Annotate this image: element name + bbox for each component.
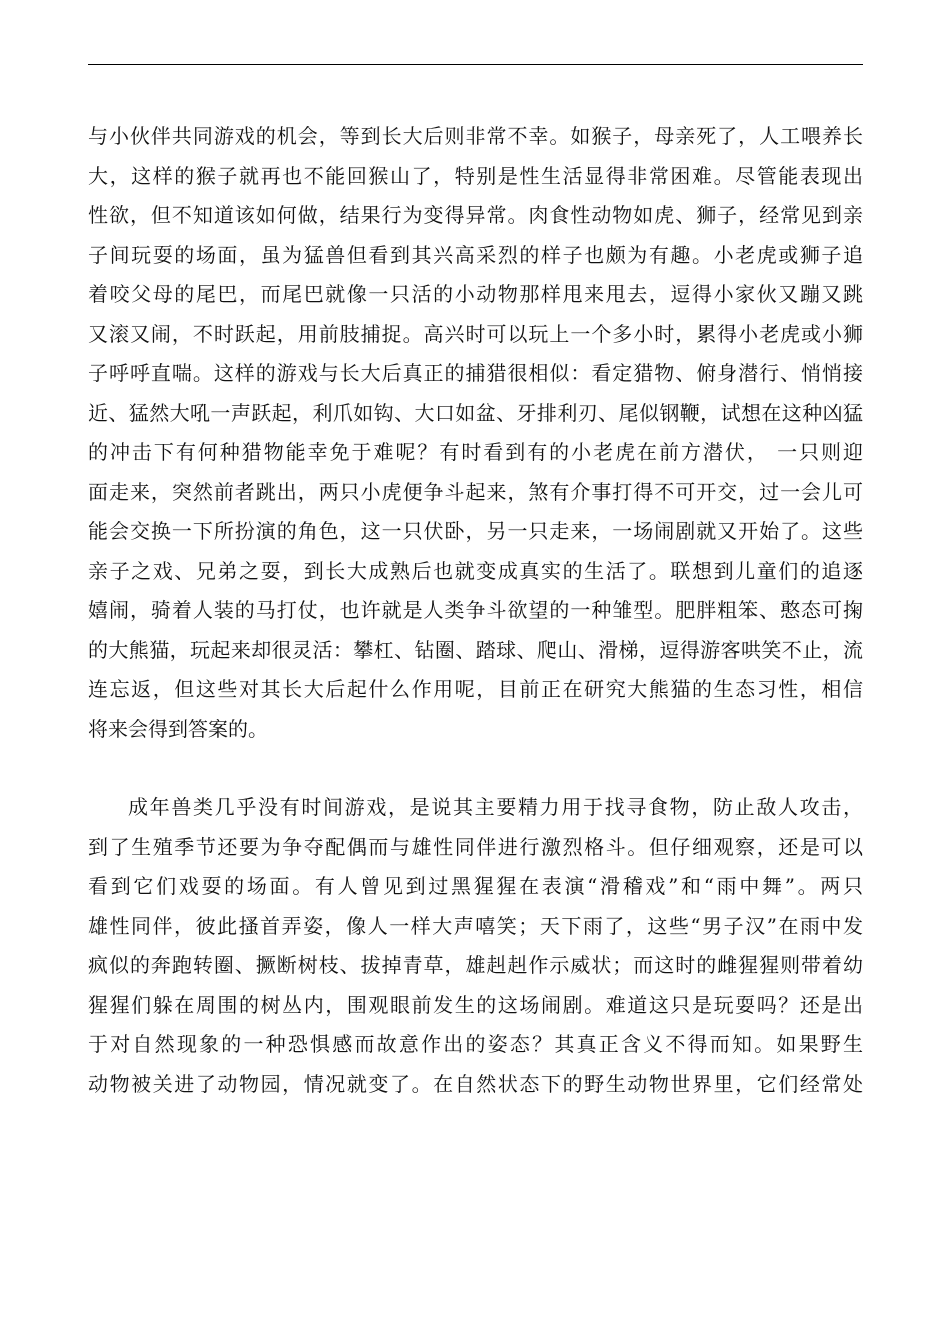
- paragraph-2: [88, 788, 863, 1104]
- text-line: 的冲击下有何种猎物能幸免于难呢？有时看到有的小老虎在前方潜伏， 一只则迎: [88, 440, 863, 464]
- text-line: 亲子之戏、兄弟之耍，到长大成熟后也就变成真实的生活了。联想到儿童们的追逐: [88, 558, 863, 583]
- text-line: 雄性同伴，彼此搔首弄姿，像人一样大声嘻笑；天下雨了，这些“男子汉”在雨中发: [88, 913, 863, 938]
- text-line: 到了生殖季节还要为争夺配偶而与雄性同伴进行激烈格斗。但仔细观察，还是可以: [88, 834, 863, 859]
- text-line: 近、猛然大吼一声跃起，利爪如钩、大口如盆、牙排利刃、尾似钢鞭，试想在这种凶猛: [88, 400, 863, 425]
- text-line: 的大熊猫，玩起来却很灵活：攀杠、钻圈、踏球、爬山、滑梯，逗得游客哄笑不止，流: [88, 637, 863, 662]
- text-line: 着咬父母的尾巴，而尾巴就像一只活的小动物那样甩来甩去，逗得小家伙又蹦又跳: [88, 282, 863, 306]
- text-line: 疯似的奔跑转圈、撅断树枝、拔掉青草，雄赳赳作示威状；而这时的雌猩猩则带着幼: [88, 953, 863, 977]
- text-line: 连忘返，但这些对其长大后起什么作用呢，目前正在研究大熊猫的生态习性，相信: [88, 677, 863, 701]
- text-line: 于对自然现象的一种恐惧感而故意作出的姿态？其真正含义不得而知。如果野生: [88, 1032, 863, 1056]
- text-line: 面走来，突然前者跳出，两只小虎便争斗起来，煞有介事打得不可开交，过一会儿可: [88, 479, 863, 504]
- text-line: 子间玩耍的场面，虽为猛兽但看到其兴高采烈的样子也颇为有趣。小老虎或狮子追: [88, 242, 863, 267]
- text-line: 性欲，但不知道该如何做，结果行为变得异常。肉食性动物如虎、狮子，经常见到亲: [88, 203, 863, 227]
- text-line: 又滚又闹，不时跃起，用前肢捕捉。高兴时可以玩上一个多小时，累得小老虎或小狮: [88, 321, 863, 346]
- paragraph-1: [88, 117, 863, 749]
- text-line: 子呼呼直喘。这样的游戏与长大后真正的捕猎很相似：看定猎物、俯身潜行、悄悄接: [88, 361, 863, 385]
- text-line: 大，这样的猴子就再也不能回猴山了，特别是性生活显得非常困难。尽管能表现出: [88, 163, 863, 188]
- text-line: 看到它们戏耍的场面。有人曾见到过黑猩猩在表演“滑稽戏”和“雨中舞”。两只: [88, 874, 863, 898]
- header-rule: [88, 64, 863, 65]
- text-line: 成年兽类几乎没有时间游戏，是说其主要精力用于找寻食物，防止敌人攻击，: [128, 795, 863, 819]
- text-line: 将来会得到答案的。: [88, 716, 268, 741]
- paragraph-spacer: [88, 749, 863, 788]
- body-text: [88, 117, 863, 1104]
- text-line: 猩猩们躲在周围的树丛内，围观眼前发生的这场闹剧。难道这只是玩耍吗？还是出: [88, 992, 863, 1017]
- text-line: 动物被关进了动物园，情况就变了。在自然状态下的野生动物世界里，它们经常处: [88, 1071, 863, 1096]
- text-line: 与小伙伴共同游戏的机会，等到长大后则非常不幸。如猴子，母亲死了，人工喂养长: [88, 124, 863, 148]
- text-line: 能会交换一下所扮演的角色，这一只伏卧，另一只走来，一场闹剧就又开始了。这些: [88, 519, 863, 543]
- text-line: 嬉闹，骑着人装的马打仗，也许就是人类争斗欲望的一种雏型。肥胖粗笨、憨态可掬: [88, 598, 863, 622]
